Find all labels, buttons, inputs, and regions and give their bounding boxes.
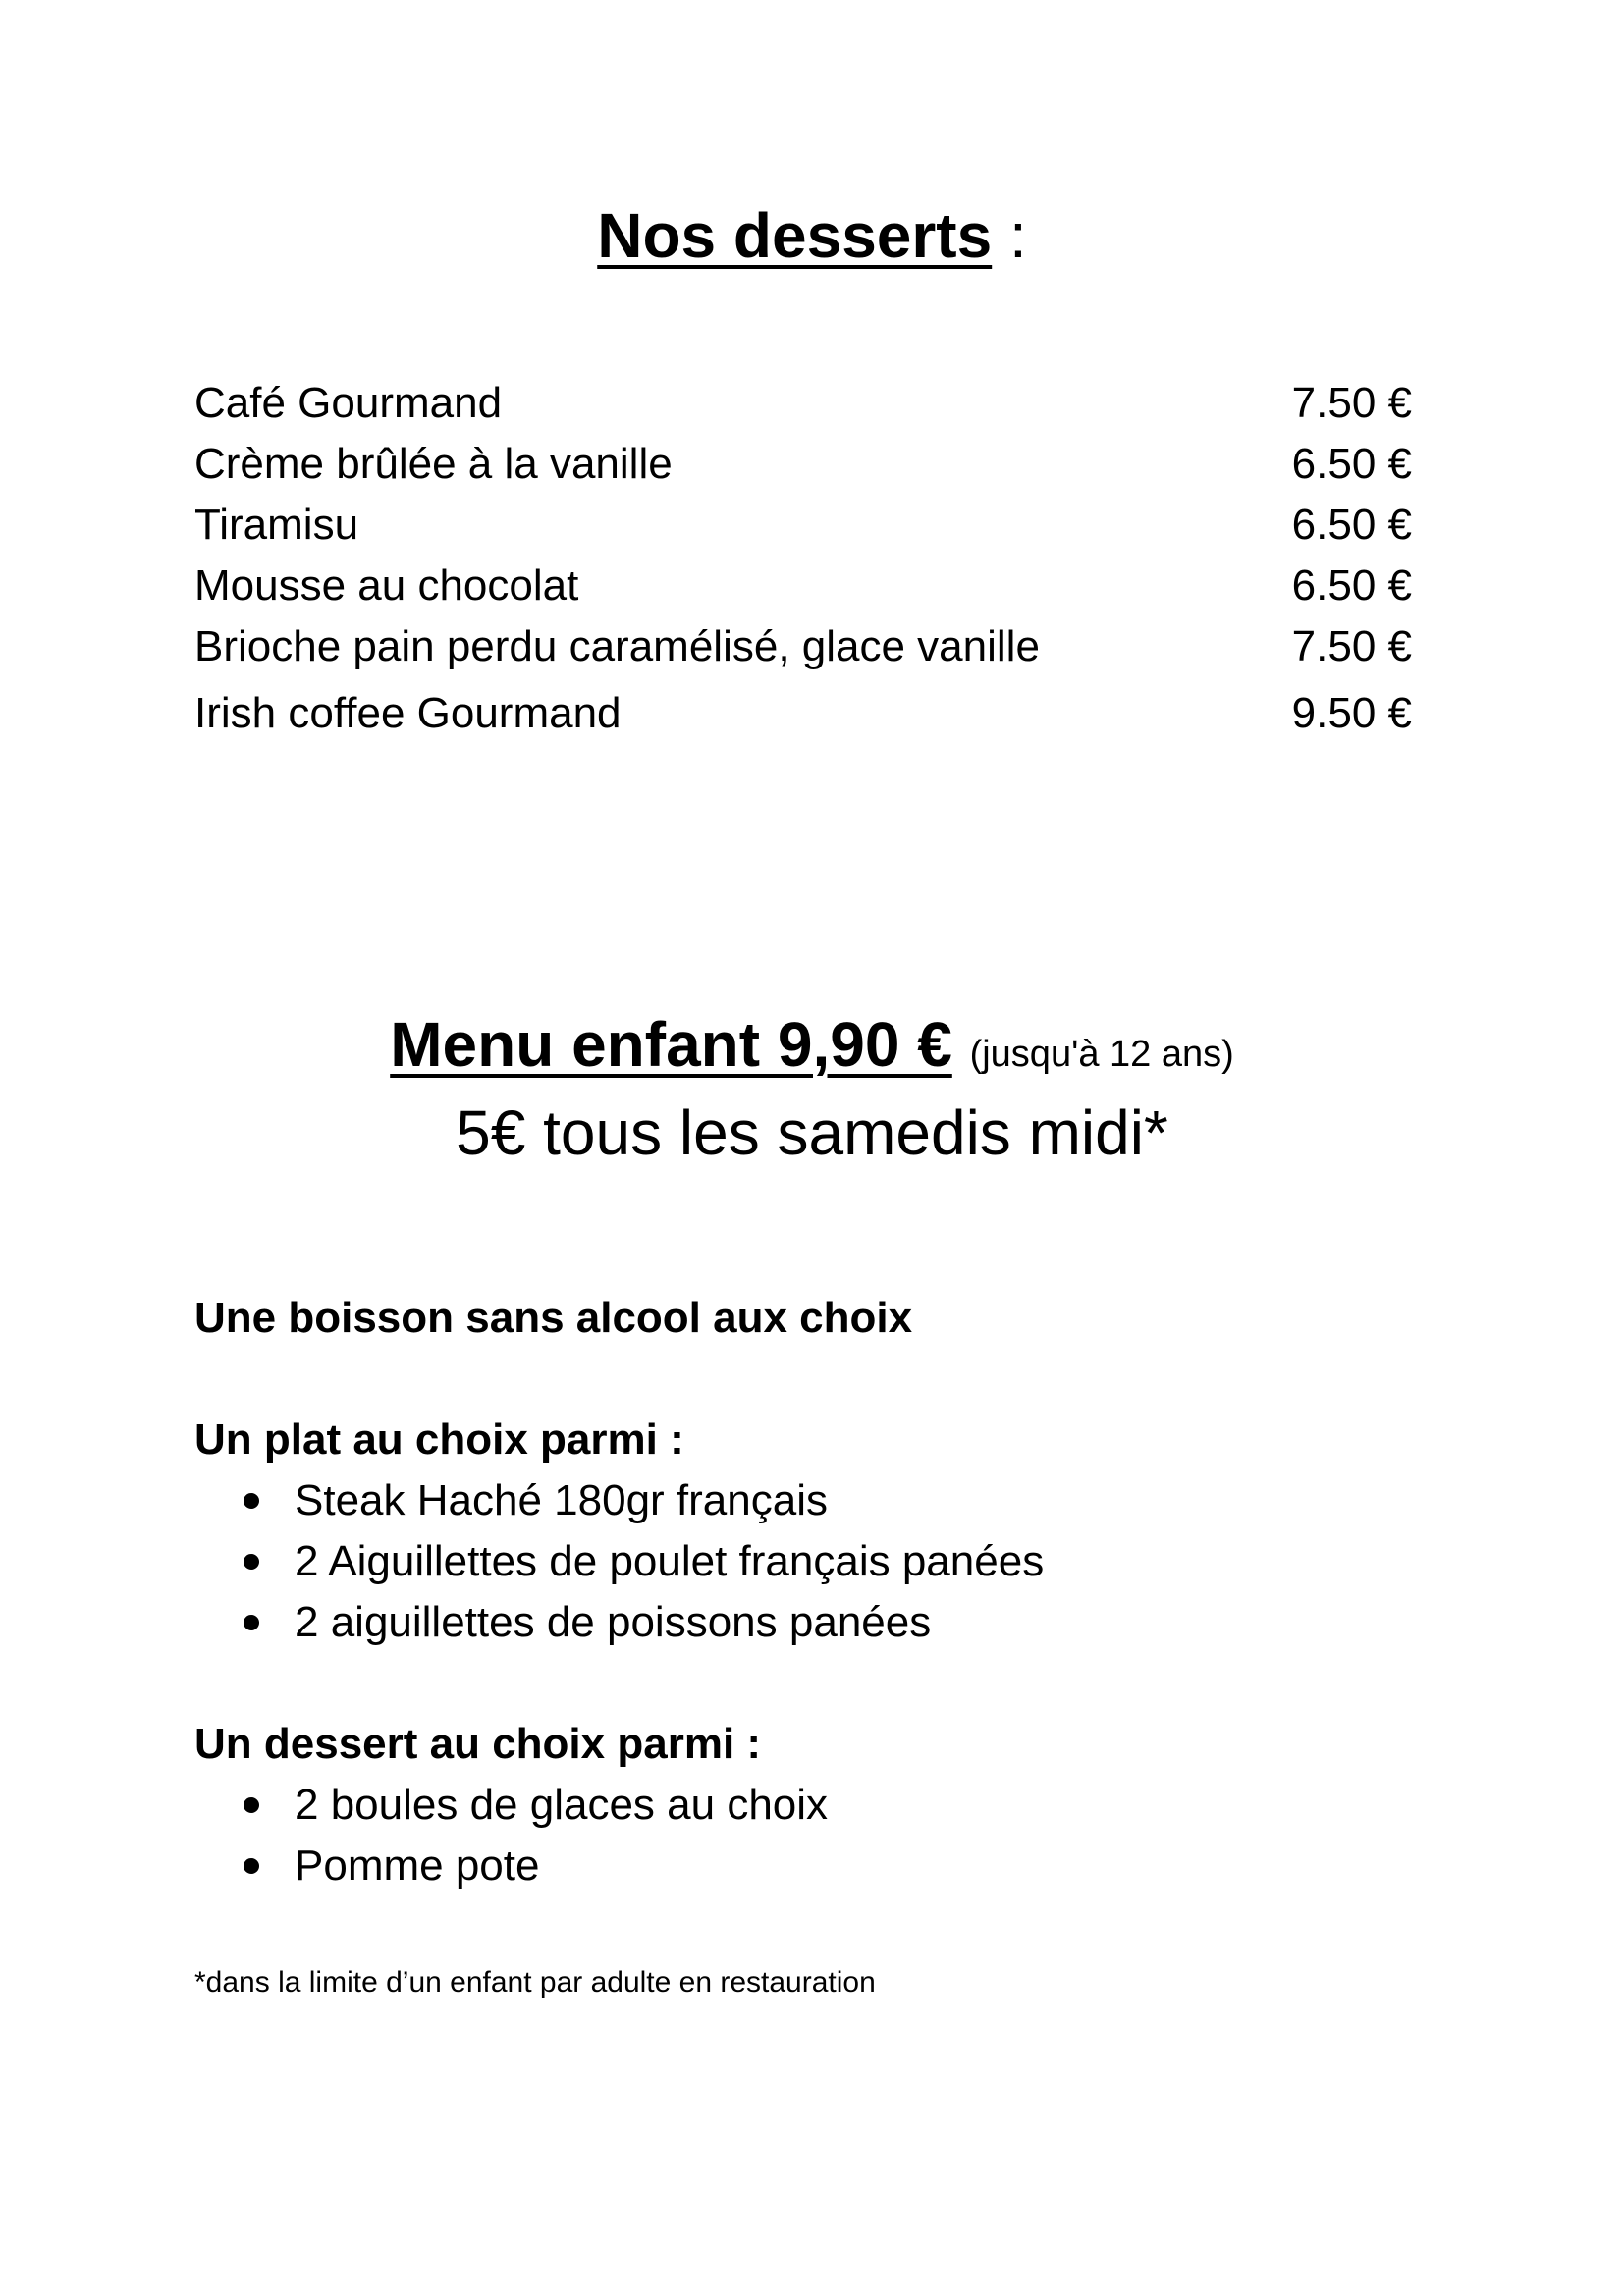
drink-heading: Une boisson sans alcool aux choix [194, 1294, 913, 1342]
dessert-heading: Un dessert au choix parmi : [194, 1720, 762, 1768]
list-item [194, 1836, 1412, 1896]
main-course-item: 2 Aiguillettes de poulet français panées [295, 1537, 1045, 1585]
dessert-row [194, 373, 1412, 434]
list-item [194, 1592, 1412, 1653]
desserts-title-text: Nos desserts [597, 200, 993, 271]
footnote: *dans la limite d’un enfant par adulte en restauration [194, 1966, 876, 1999]
dessert-name: Mousse au chocolat [194, 561, 579, 610]
spacer [194, 1653, 1412, 1714]
desserts-title-colon: : [992, 200, 1027, 271]
bullet-icon [244, 1554, 259, 1570]
dessert-price: 7.50 € [1291, 379, 1412, 427]
dessert-row [194, 556, 1412, 616]
spacer [194, 1349, 1412, 1410]
main-course-item: 2 aiguillettes de poissons panées [295, 1598, 932, 1646]
dessert-row [194, 495, 1412, 556]
dessert-price: 6.50 € [1291, 440, 1412, 488]
desserts-list [194, 373, 1412, 744]
list-item [194, 1775, 1412, 1836]
list-item [194, 1531, 1412, 1592]
dessert-name: Brioche pain perdu caramélisé, glace vanille [194, 622, 1040, 670]
kids-menu-age-note: (jusqu'à 12 ans) [969, 1034, 1234, 1075]
kids-dessert-list [194, 1775, 1412, 1896]
dessert-price: 6.50 € [1291, 501, 1412, 549]
main-course-heading: Un plat au choix parmi : [194, 1415, 684, 1464]
dessert-name: Crème brûlée à la vanille [194, 440, 673, 488]
dessert-name: Tiramisu [194, 501, 359, 549]
kids-menu-title-text: Menu enfant 9,90 € [390, 1009, 952, 1080]
kids-menu-subtitle: 5€ tous les samedis midi* [456, 1097, 1168, 1168]
bullet-icon [244, 1797, 259, 1813]
dessert-price: 9.50 € [1291, 689, 1412, 737]
kids-dessert-item: Pomme pote [295, 1842, 540, 1890]
bullet-icon [244, 1615, 259, 1630]
dessert-row [194, 683, 1412, 744]
bullet-icon [244, 1493, 259, 1509]
desserts-title [0, 196, 1624, 275]
main-course-item: Steak Haché 180gr français [295, 1476, 828, 1524]
kids-menu-title [0, 1003, 1624, 1095]
dessert-row [194, 616, 1412, 677]
dessert-name: Café Gourmand [194, 379, 503, 427]
list-item [194, 1470, 1412, 1531]
dessert-row [194, 434, 1412, 495]
dessert-price: 7.50 € [1291, 622, 1412, 670]
kids-dessert-item: 2 boules de glaces au choix [295, 1781, 829, 1829]
dessert-name: Irish coffee Gourmand [194, 689, 622, 737]
dessert-price: 6.50 € [1291, 561, 1412, 610]
bullet-icon [244, 1858, 259, 1874]
kids-menu-details [194, 1288, 1412, 1896]
main-course-list [194, 1470, 1412, 1653]
